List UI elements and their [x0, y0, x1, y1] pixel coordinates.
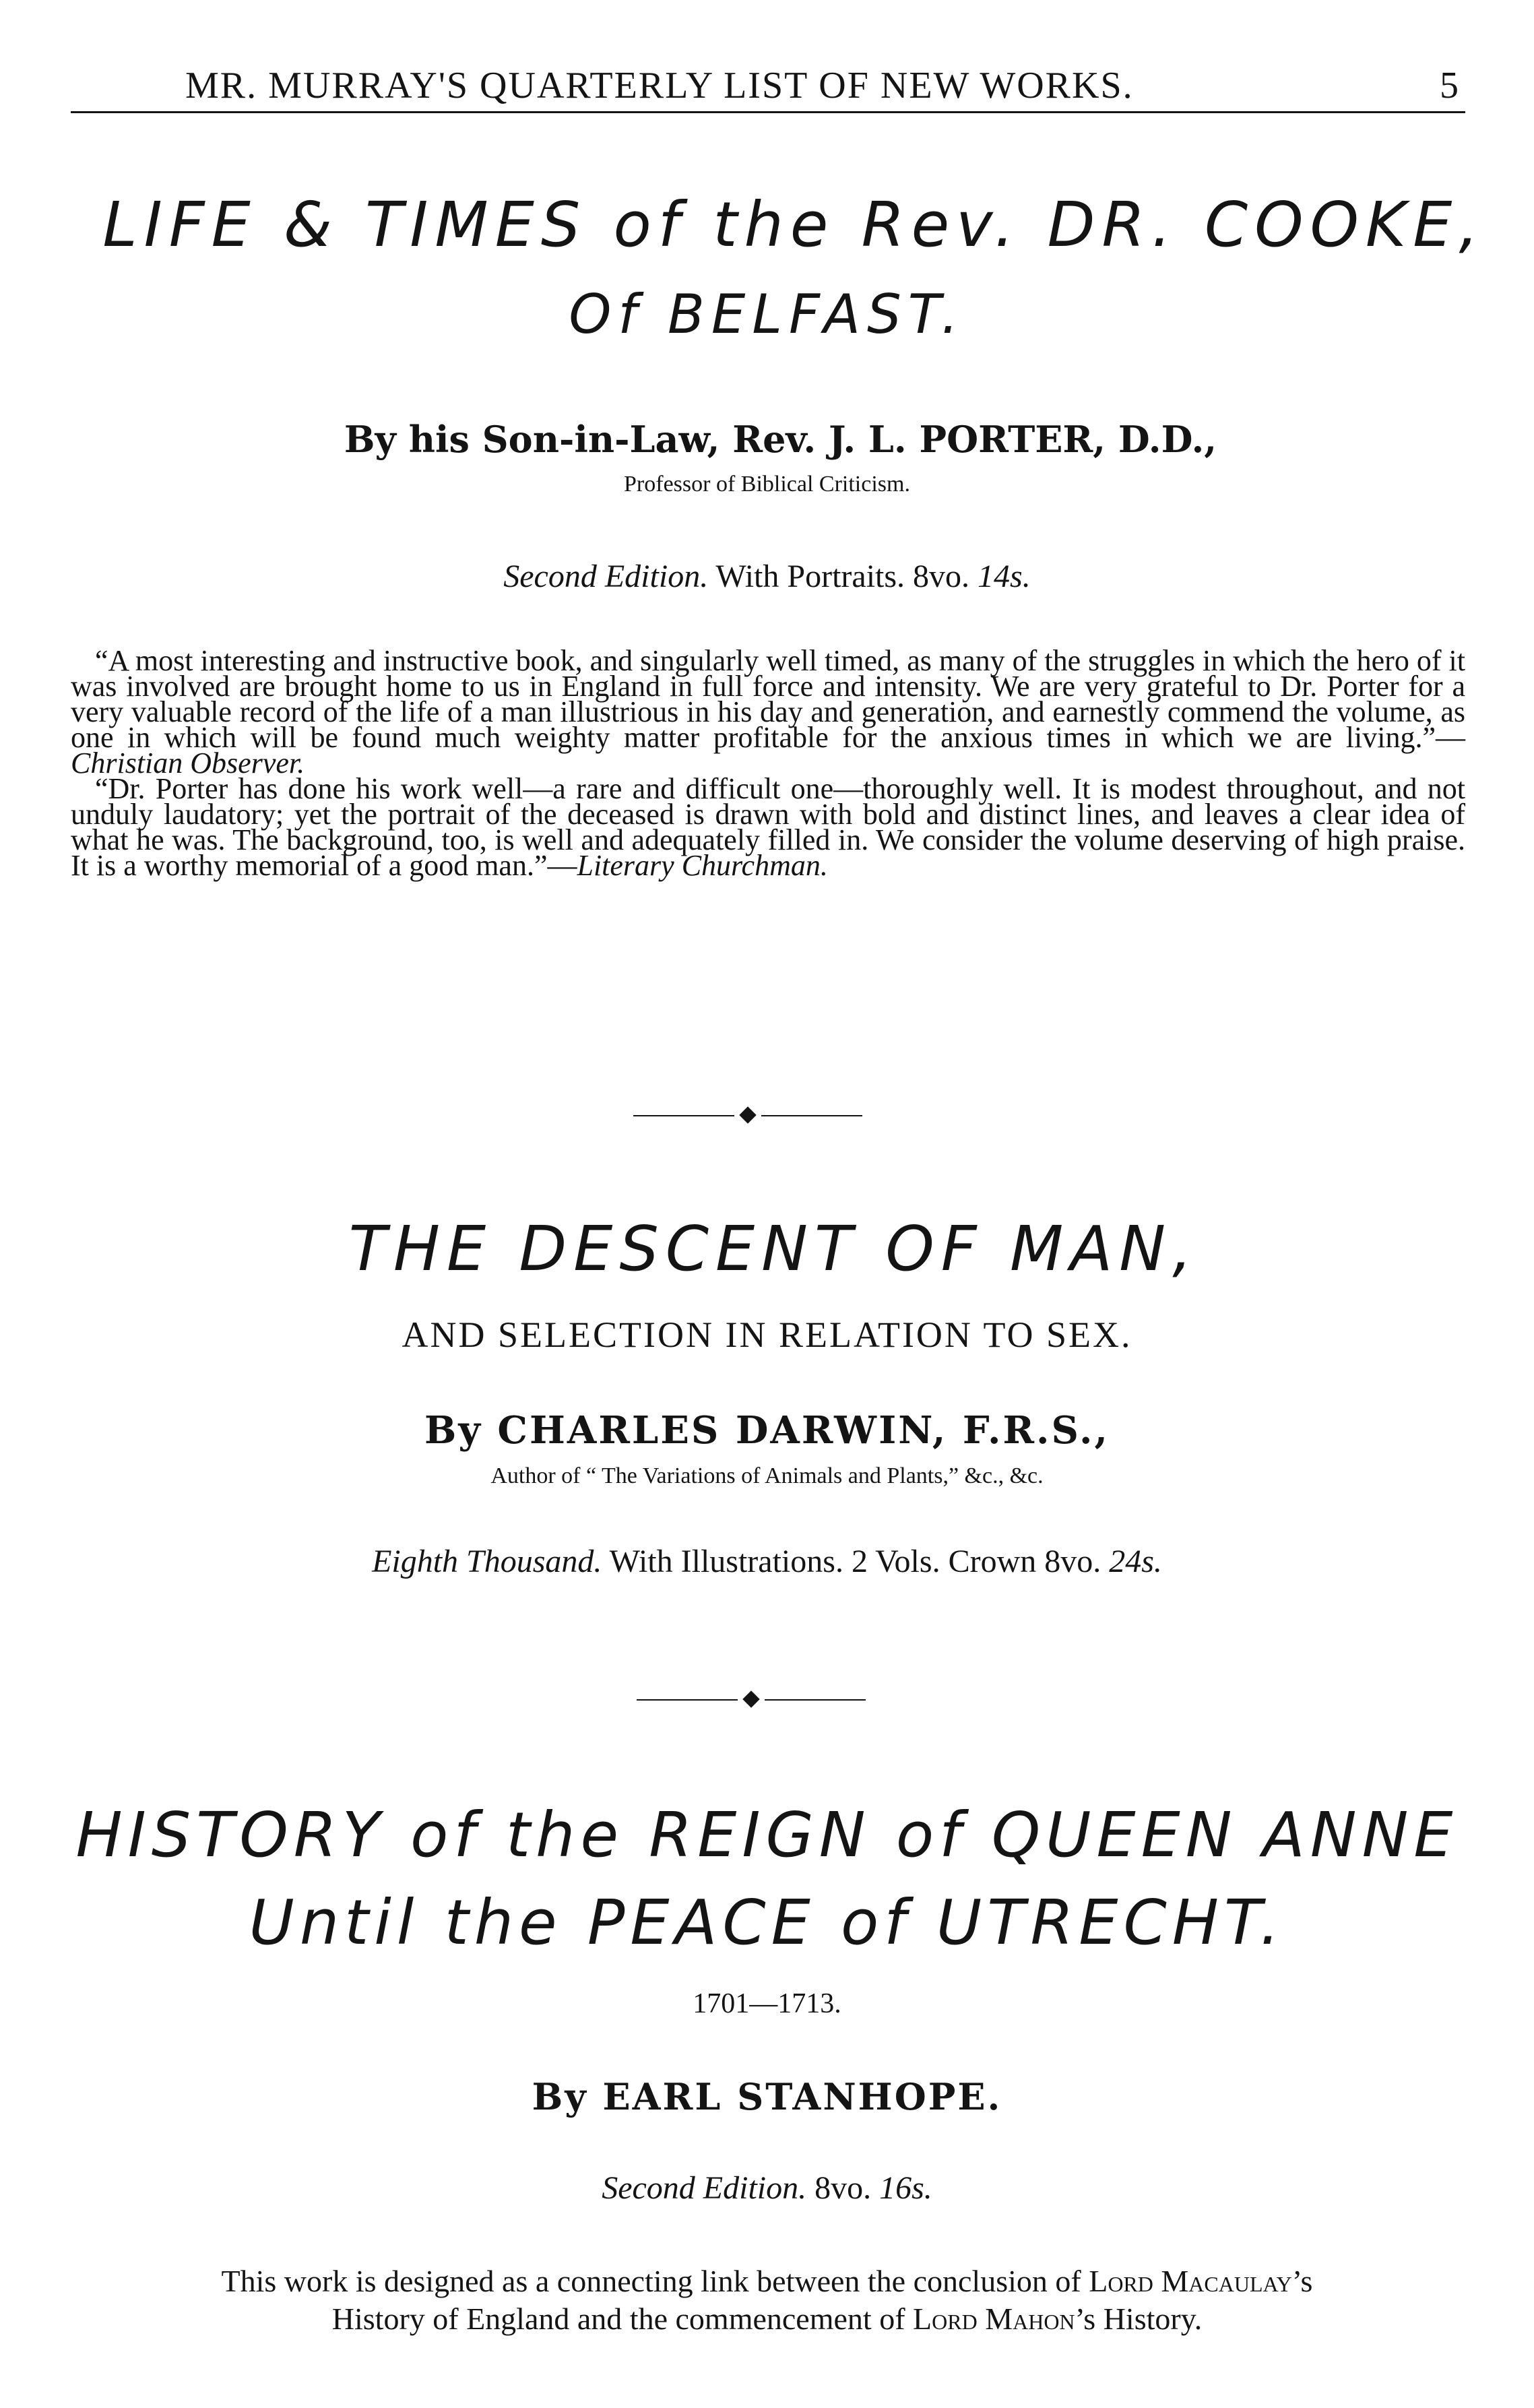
book1-reviews	[71, 644, 1465, 882]
note-text-1: This work is designed as a connecting link between the conclusion of	[221, 2264, 1089, 2298]
book2-title: THE DESCENT OF MAN,	[348, 1213, 1199, 1285]
review-1	[71, 644, 1465, 780]
book3-edition: Second Edition.	[602, 2170, 807, 2206]
book1-author-role: Professor of Biblical Criticism.	[624, 472, 910, 497]
review-1-text: “A most interesting and instructive book, and singularly well timed, as many of the struggles in which the hero of it was involved are brought home to us in England in full force and intensity. We are very grateful to Dr. Porter for a very valuable record of the life of a man illustrious in his day and generation, and earnestly commend the volume, as one in which will be found much weighty matter profitable for the anxious times in which we are living.”—	[71, 644, 1465, 754]
book1-title-line2: Of BELFAST.	[569, 283, 965, 346]
book2-subtitle: AND SELECTION IN RELATION TO SEX.	[402, 1314, 1132, 1355]
book1-edition-line	[0, 558, 1534, 595]
book3-years: 1701—1713.	[693, 1988, 841, 2019]
book1-author: By his Son-in-Law, Rev. J. L. PORTER, D.D.,	[344, 418, 1217, 461]
book1-details: With Portraits. 8vo.	[715, 559, 970, 594]
review-2-source: Literary Churchman.	[577, 849, 828, 882]
note-text-2: ’s	[1291, 2264, 1313, 2298]
section-divider-ornament	[637, 1691, 866, 1707]
page-number: 5	[1440, 65, 1459, 106]
book2-price: 24s.	[1109, 1544, 1162, 1579]
note-name-mahon: Lord Mahon	[913, 2302, 1075, 2336]
book2-author: By CHARLES DARWIN, F.R.S.,	[424, 1408, 1110, 1453]
book2-author-note: Author of “ The Variations of Animals and Plants,” &c., &c.	[490, 1463, 1044, 1488]
book3-edition-line	[0, 2169, 1534, 2207]
book3-details: 8vo.	[814, 2170, 872, 2206]
review-1-source: Christian Observer.	[71, 747, 305, 780]
note-name-macaulay: Lord Macaulay	[1089, 2264, 1292, 2298]
book1-price: 14s.	[978, 559, 1031, 594]
review-2-text: “Dr. Porter has done his work well—a rare and difficult one—thoroughly well. It is modest throughout, and not unduly laudatory; yet the portrait of the deceased is drawn with bold and distinct lines, and leaves a clear idea of what he was. The background, too, is well and adequately filled in. We consider the volume deserving of high praise. It is a worthy memorial of a good man.”—	[71, 772, 1465, 882]
book1-edition: Second Edition.	[503, 559, 709, 594]
running-header	[71, 64, 1465, 113]
running-header-title: MR. MURRAY'S QUARTERLY LIST OF NEW WORKS.	[185, 65, 1134, 106]
section-divider-ornament	[633, 1108, 862, 1122]
book3-author: By EARL STANHOPE.	[532, 2075, 1002, 2118]
review-2	[71, 772, 1465, 882]
book2-details: With Illustrations. 2 Vols. Crown 8vo.	[609, 1544, 1101, 1579]
book3-note	[0, 2262, 1534, 2338]
book2-edition-line	[0, 1543, 1534, 1580]
note-text-3: History of England and the commencement of	[331, 2302, 914, 2336]
book1-title-line1: LIFE & TIMES of the Rev. DR. COOKE,	[102, 189, 1485, 261]
book3-title-line2: Until the PEACE of UTRECHT.	[249, 1887, 1285, 1959]
note-text-4: ’s History.	[1075, 2302, 1203, 2336]
book2-edition: Eighth Thousand.	[372, 1544, 602, 1579]
book3-title-line1: HISTORY of the REIGN of QUEEN ANNE	[75, 1799, 1459, 1871]
book3-price: 16s.	[879, 2170, 932, 2206]
